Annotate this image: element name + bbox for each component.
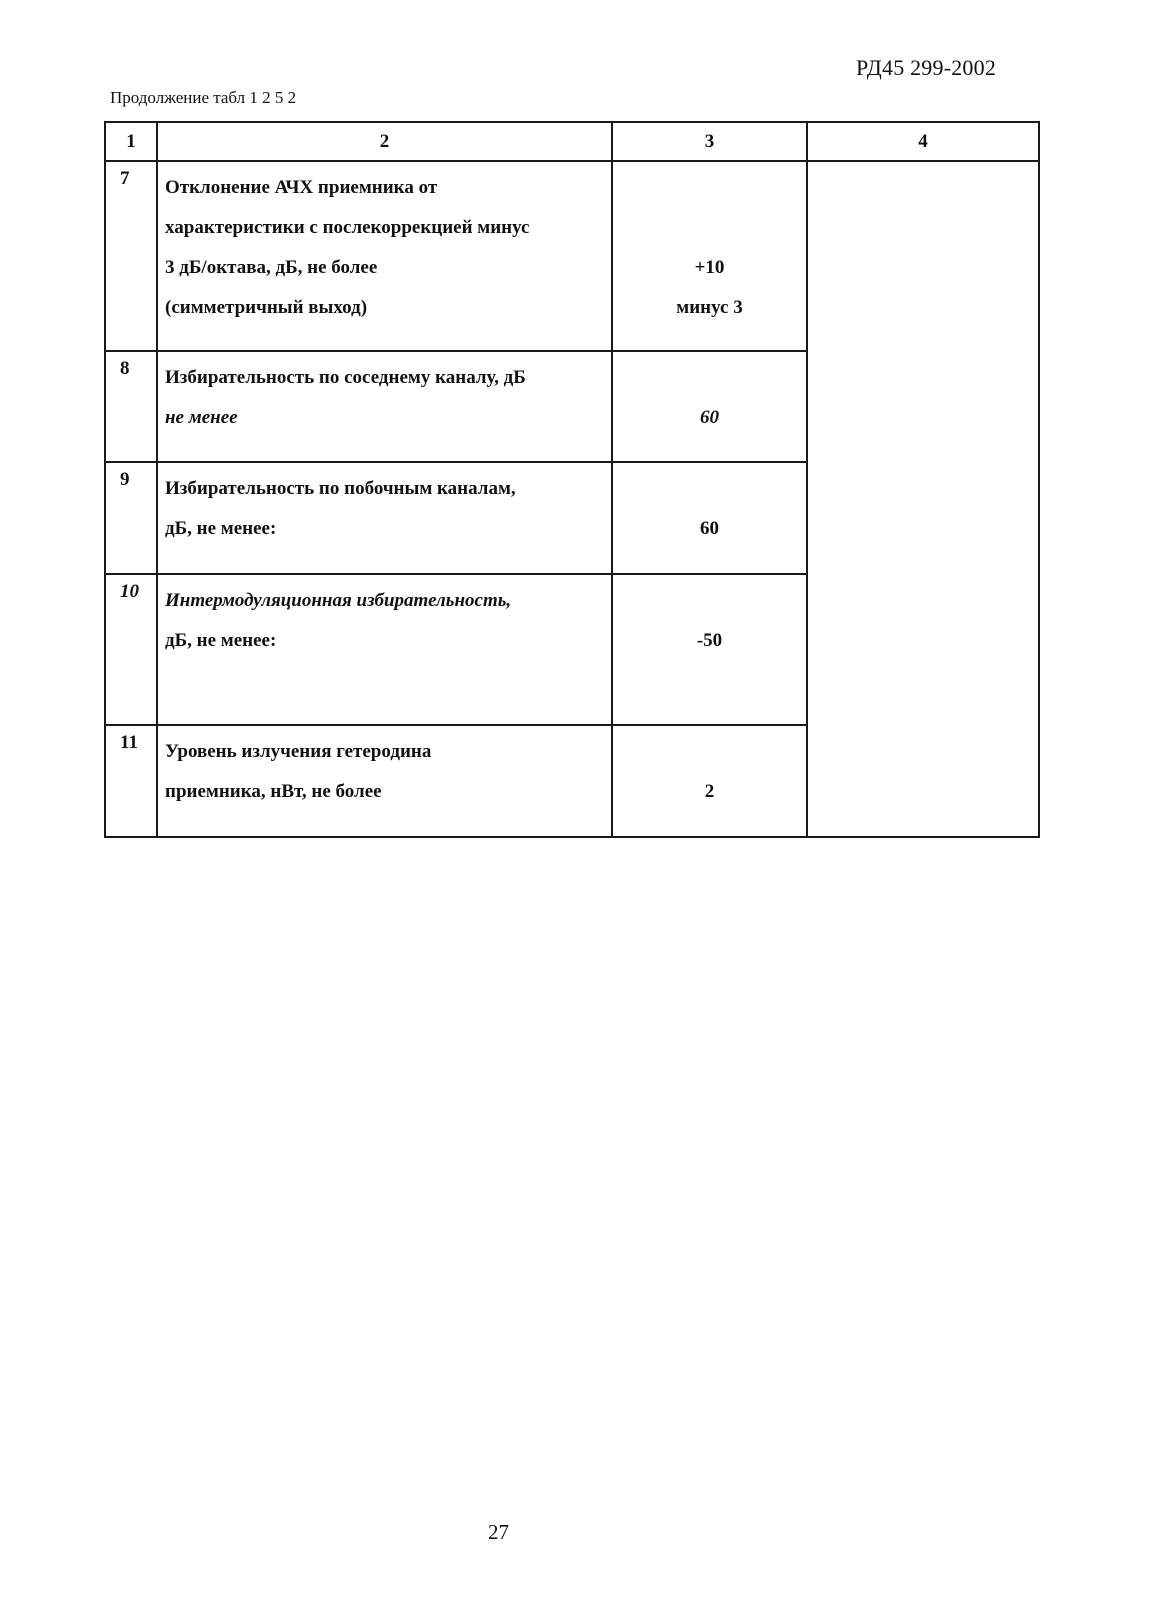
value-line: 60 [700, 407, 719, 428]
column-header-2: 2 [157, 122, 612, 161]
row-value [612, 462, 807, 574]
value-line [613, 208, 806, 248]
value-line [613, 581, 806, 621]
description-line: дБ, не менее: [165, 518, 277, 539]
row-description [157, 574, 612, 725]
table-continuation-label: Продолжение табл 1 2 5 2 [110, 88, 297, 107]
description-line: Уровень излучения гетеродина [165, 741, 432, 762]
row-value [612, 351, 807, 462]
description-line: Отклонение АЧХ приемника от [165, 177, 438, 198]
value-line [613, 358, 806, 398]
description-line: Интермодуляционная избирательность, [165, 590, 512, 611]
value-line: минус 3 [676, 297, 743, 318]
value-line: +10 [694, 257, 725, 278]
table-row [105, 161, 1039, 351]
row-description [157, 161, 612, 351]
description-line: Избирательность по побочным каналам, [165, 478, 516, 499]
row-value [612, 725, 807, 837]
value-line: -50 [696, 630, 723, 651]
row-value [612, 161, 807, 351]
description-line: Избирательность по соседнему каналу, дБ [165, 367, 526, 388]
document-code: РД45 299-2002 [856, 55, 997, 80]
value-line [613, 732, 806, 772]
spec-table-wrapper [104, 121, 1040, 838]
value-line: 60 [700, 518, 719, 539]
row-number: 11 [105, 725, 157, 837]
description-line: характеристики с послекоррекцией минус [165, 217, 530, 238]
column-header-1: 1 [105, 122, 157, 161]
table-header-row [105, 122, 1039, 161]
description-line: приемника, нВт, не более [165, 781, 382, 802]
column-header-3: 3 [612, 122, 807, 161]
spec-table [104, 121, 1040, 838]
row-description [157, 725, 612, 837]
row-number: 8 [105, 351, 157, 462]
row-note [807, 161, 1039, 837]
row-description [157, 462, 612, 574]
value-line [613, 168, 806, 208]
description-line: (симметричный выход) [165, 297, 368, 318]
column-header-4: 4 [807, 122, 1039, 161]
value-line [613, 469, 806, 509]
value-line: 2 [704, 781, 715, 802]
page-number: 27 [488, 1520, 509, 1544]
description-line: 3 дБ/октава, дБ, не более [165, 257, 378, 278]
description-line: дБ, не менее: [165, 630, 277, 651]
row-number: 7 [105, 161, 157, 351]
description-line: не менее [165, 407, 238, 428]
row-value [612, 574, 807, 725]
row-number: 9 [105, 462, 157, 574]
row-number: 10 [105, 574, 157, 725]
row-description [157, 351, 612, 462]
